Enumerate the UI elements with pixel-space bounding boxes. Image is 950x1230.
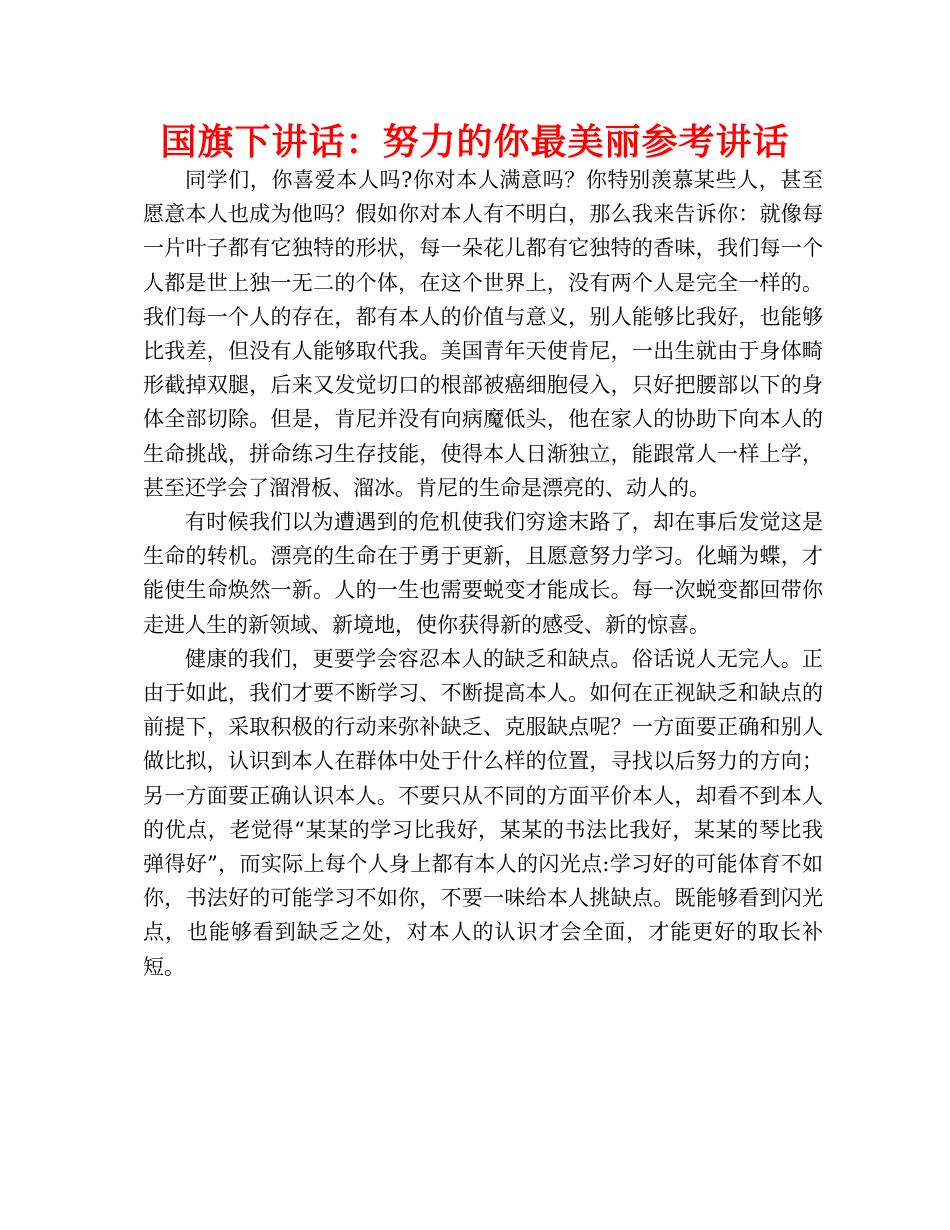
paragraph-2: 有时候我们以为遭遇到的危机使我们穷途末路了，却在事后发觉这是生命的转机。漂亮的生命在于勇于更新，且愿意努力学习。化蛹为蝶，才能使生命焕然一新。人的一生也需要蜕变才能成长。每一次蜕变都回带你走进人生的新领域、新境地，使你获得新的感受、新的惊喜。 bbox=[143, 510, 823, 637]
paragraph-1: 同学们，你喜爱本人吗?你对本人满意吗？你特别羡慕某些人，甚至愿意本人也成为他吗？假如你对本人有不明白，那么我来告诉你：就像每一片叶子都有它独特的形状，每一朵花儿都有它独特的香味，我们每一个人都是世上独一无二的个体，在这个世界上，没有两个人是完全一样的。我们每一个人的存在，都有本人的价值与意义，别人能够比我好，也能够比我差，但没有人能够取代我。美国青年天使肯尼，一出生就由于身体畸形截掉双腿，后来又发觉切口的根部被癌细胞侵入，只好把腰部以下的身体全部切除。但是，肯尼并没有向病魔低头，他在家人的协助下向本人的生命挑战，拼命练习生存技能，使得本人日渐独立，能跟常人一样上学，甚至还学会了溜滑板、溜冰。肯尼的生命是漂亮的、动人的。 bbox=[143, 168, 823, 500]
document-body bbox=[143, 163, 823, 984]
paragraph-3: 健康的我们，更要学会容忍本人的缺乏和缺点。俗话说人无完人。正由于如此，我们才要不断学习、不断提高本人。如何在正视缺乏和缺点的前提下，采取积极的行动来弥补缺乏、克服缺点呢？一方面要正确和别人做比拟，认识到本人在群体中处于什么样的位置，寻找以后努力的方向；另一方面要正确认识本人。不要只从不同的方面平价本人，却看不到本人的优点，老觉得“某某的学习比我好，某某的书法比我好，某某的琴比我弹得好”，而实际上每个人身上都有本人的闪光点:学习好的可能体育不如你，书法好的可能学习不如你，不要一味给本人挑缺点。既能够看到闪光点，也能够看到缺乏之处，对本人的认识才会全面，才能更好的取长补短。 bbox=[143, 646, 823, 979]
document-title: 国旗下讲话：努力的你最美丽参考讲话 bbox=[160, 122, 790, 163]
